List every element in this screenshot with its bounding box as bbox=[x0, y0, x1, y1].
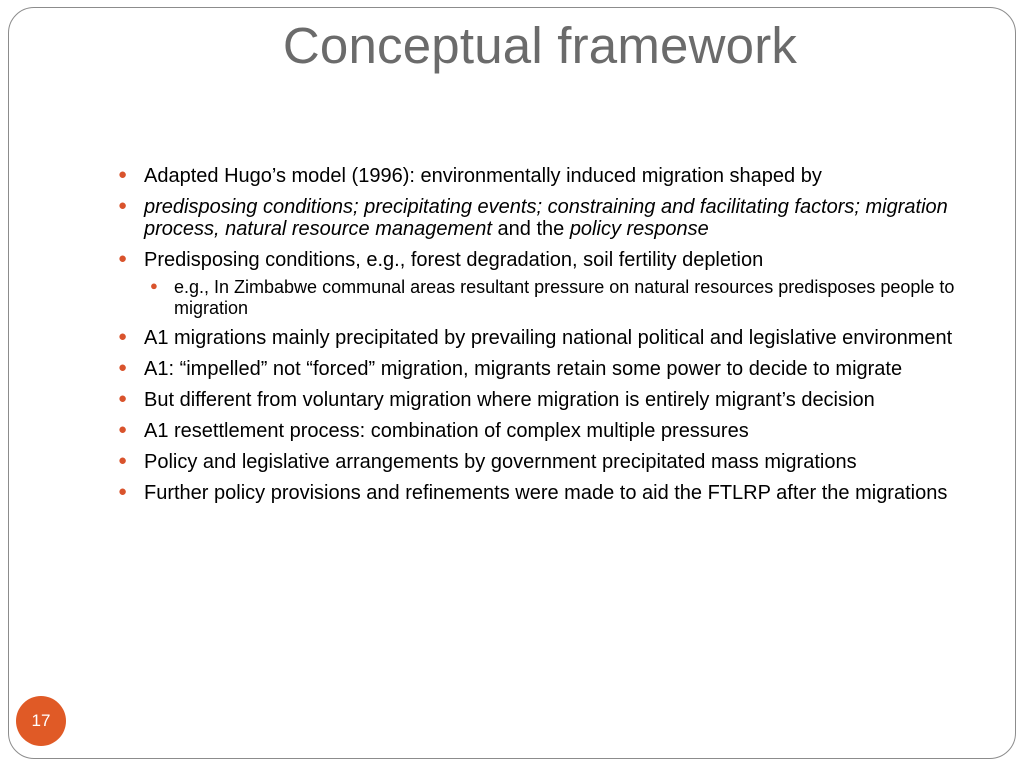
bullet-text: Predisposing conditions, e.g., forest degradation, soil fertility depletion bbox=[144, 249, 764, 271]
bullet-icon: ● bbox=[118, 250, 128, 267]
bullet-item bbox=[114, 165, 974, 187]
bullet-item bbox=[114, 196, 974, 240]
bullet-text: e.g., In Zimbabwe communal areas resultant pressure on natural resources predisposes people to migration bbox=[174, 277, 955, 318]
bullet-icon: ● bbox=[118, 197, 128, 214]
bullet-text: A1: “impelled” not “forced” migration, migrants retain some power to decide to migrate bbox=[144, 358, 903, 380]
bullet-item bbox=[114, 327, 974, 349]
bullet-icon: ● bbox=[150, 278, 158, 293]
bullet-item bbox=[114, 451, 974, 473]
bullet-icon: ● bbox=[118, 166, 128, 183]
slide-number-badge: 17 bbox=[16, 696, 66, 746]
bullet-text: A1 migrations mainly precipitated by prevailing national political and legislative environment bbox=[144, 327, 953, 349]
bullet-text: Further policy provisions and refinements were made to aid the FTLRP after the migrations bbox=[144, 482, 948, 504]
slide-title: Conceptual framework bbox=[282, 17, 798, 74]
sub-bullet-item bbox=[144, 277, 974, 318]
bullet-icon: ● bbox=[118, 452, 128, 469]
bullet-item bbox=[114, 249, 974, 271]
bullet-icon: ● bbox=[118, 421, 128, 438]
bullet-item bbox=[114, 420, 974, 442]
bullet-item bbox=[114, 482, 974, 504]
bullet-text: A1 resettlement process: combination of complex multiple pressures bbox=[144, 420, 749, 442]
bullet-item bbox=[114, 358, 974, 380]
bullet-text-italic: predisposing conditions; precipitating events; constraining and facilitating factors; migration process, natural resource management bbox=[144, 196, 948, 240]
bullet-icon: ● bbox=[118, 390, 128, 407]
bullet-item bbox=[114, 389, 974, 411]
bullet-list bbox=[114, 165, 974, 513]
bullet-text: and the bbox=[491, 218, 570, 240]
bullet-icon: ● bbox=[118, 328, 128, 345]
bullet-text: But different from voluntary migration where migration is entirely migrant’s decision bbox=[144, 389, 875, 411]
bullet-text: Policy and legislative arrangements by government precipitated mass migrations bbox=[144, 451, 857, 473]
bullet-text: Adapted Hugo’s model (1996): environmentally induced migration shaped by bbox=[144, 165, 822, 187]
bullet-icon: ● bbox=[118, 483, 128, 500]
bullet-text-italic: policy response bbox=[569, 218, 709, 240]
bullet-icon: ● bbox=[118, 359, 128, 376]
